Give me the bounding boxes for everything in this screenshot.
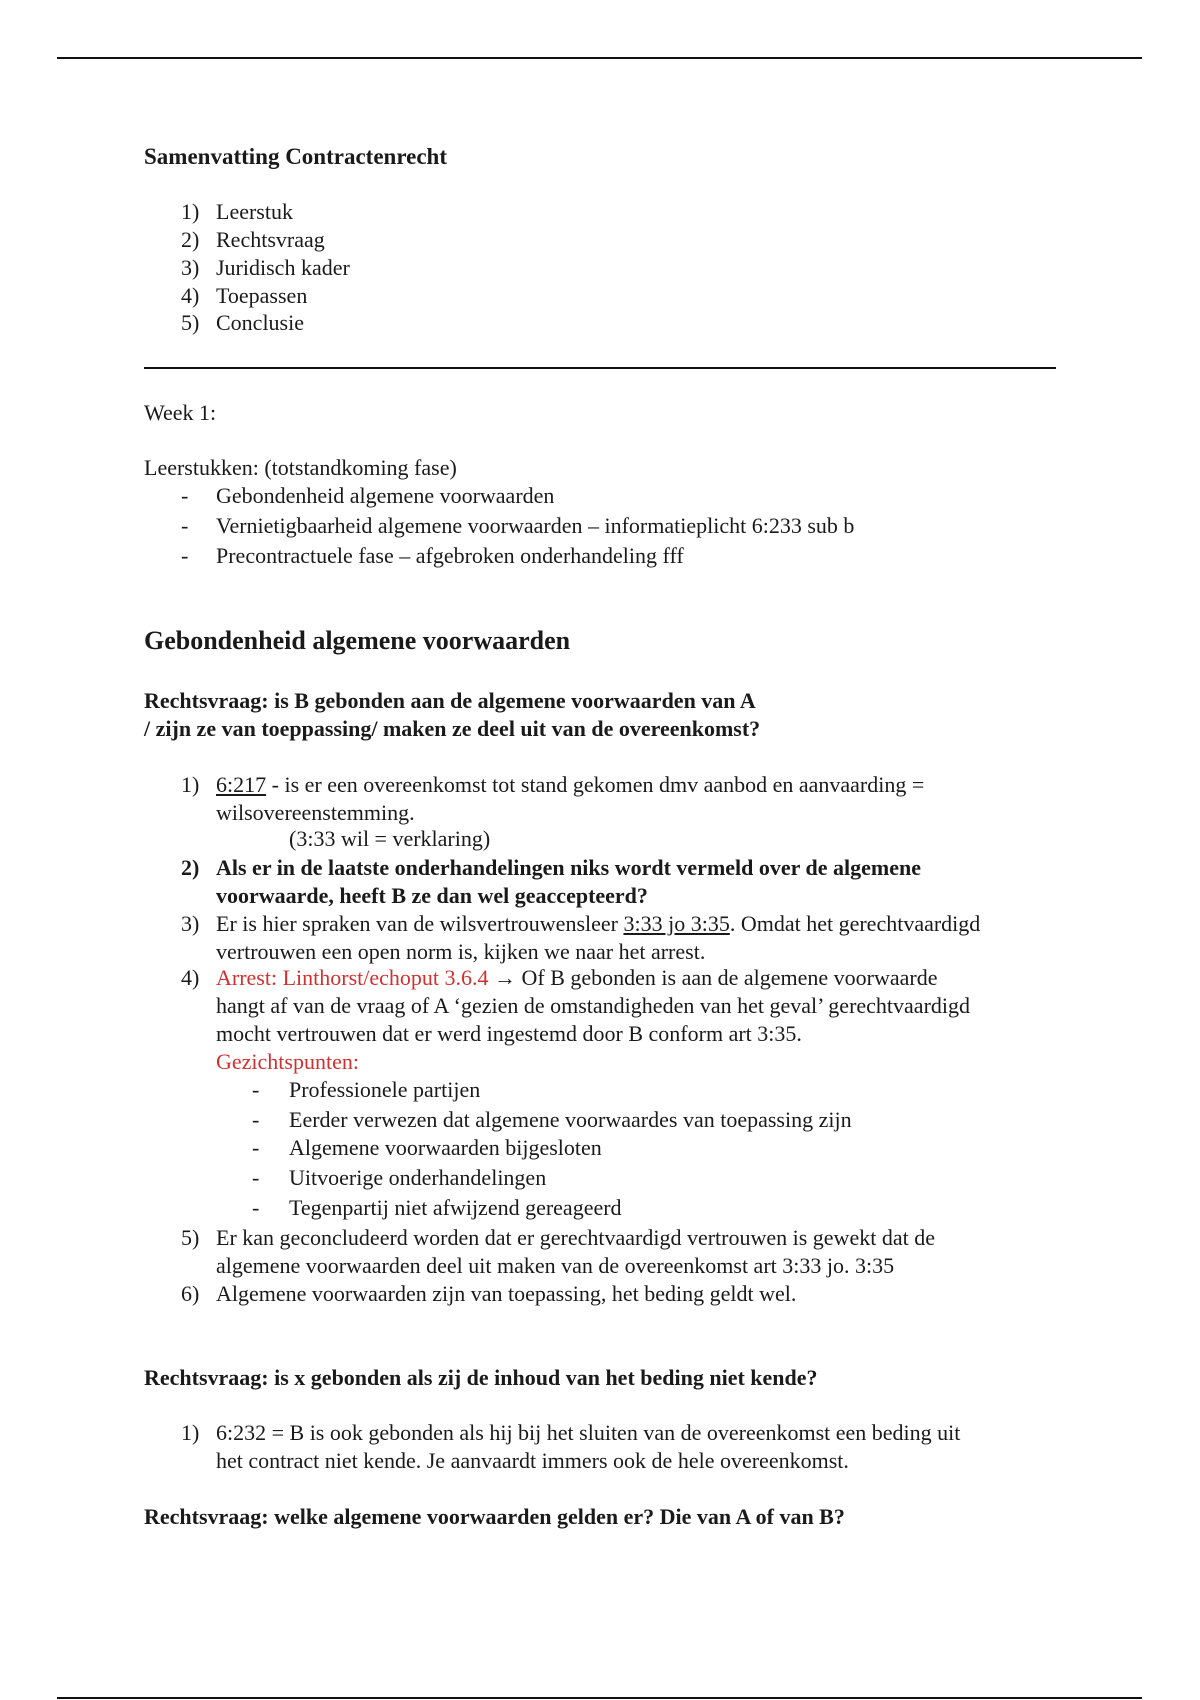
bullet-dash: - [252, 1195, 260, 1220]
item-6-line1: Algemene voorwaarden zijn van toepassing, het beding geldt wel. [216, 1281, 797, 1306]
bullet-dash: - [252, 1165, 260, 1190]
section-divider [144, 367, 1056, 369]
gezichtspunt-item: Algemene voorwaarden bijgesloten [289, 1135, 602, 1160]
item-text: → Of B gebonden is aan de algemene voorwaarde [488, 965, 938, 990]
item-4-line2: hangt af van de vraag of A ‘gezien de omstandigheden van het geval’ gerechtvaardigd [216, 993, 971, 1018]
item-5-line1: Er kan geconcludeerd worden dat er gerechtvaardigd vertrouwen is gewekt dat de [216, 1225, 935, 1250]
step-label: Toepassen [216, 283, 308, 308]
item-number: 1) [181, 772, 200, 797]
rechtsvraag-3: Rechtsvraag: welke algemene voorwaarden gelden er? Die van A of van B? [144, 1504, 845, 1529]
arrest-reference: Arrest: Linthorst/echoput 3.6.4 [216, 965, 489, 990]
item-1-line3: (3:33 wil = verklaring) [289, 826, 491, 851]
leerstuk-item: Precontractuele fase – afgebroken onderhandeling fff [216, 543, 684, 568]
list2-item-1-line1: 6:232 = B is ook gebonden als hij bij het sluiten van de overeenkomst een beding uit [216, 1420, 961, 1445]
rechtsvraag-2: Rechtsvraag: is x gebonden als zij de inhoud van het beding niet kende? [144, 1365, 818, 1390]
item-number: 1) [181, 1420, 200, 1445]
gezichtspunt-item: Uitvoerige onderhandelingen [289, 1165, 547, 1190]
item-number: 5) [181, 1225, 200, 1250]
step-number: 3) [181, 255, 200, 280]
rechtsvraag-1-line1: Rechtsvraag: is B gebonden aan de algemene voorwaarden van A [144, 688, 756, 713]
rechtsvraag-1-line2: / zijn ze van toeppassing/ maken ze deel uit van de overeenkomst? [144, 716, 761, 741]
item-1-line2: wilsovereenstemming. [216, 800, 415, 825]
step-label: Leerstuk [216, 199, 293, 224]
bullet-dash: - [252, 1107, 260, 1132]
item-text: Er is hier spraken van de wilsvertrouwensleer [216, 911, 624, 936]
item-3-line1 [216, 911, 980, 937]
list2-item-1-line2: het contract niet kende. Je aanvaardt immers ook de hele overeenkomst. [216, 1448, 849, 1473]
step-number: 1) [181, 199, 200, 224]
item-number: 3) [181, 911, 200, 936]
item-4-line3: mocht vertrouwen dat er werd ingestemd door B conform art 3:35. [216, 1021, 802, 1046]
item-3-line2: vertrouwen een open norm is, kijken we naar het arrest. [216, 939, 706, 964]
section-heading: Gebondenheid algemene voorwaarden [144, 626, 571, 655]
step-label: Conclusie [216, 310, 304, 335]
page-top-rule [57, 57, 1142, 59]
gezichtspunt-item: Tegenpartij niet afwijzend gereageerd [289, 1195, 622, 1220]
item-number: 6) [181, 1281, 200, 1306]
leerstuk-item: Vernietigbaarheid algemene voorwaarden – informatieplicht 6:233 sub b [216, 513, 855, 538]
item-2-line1: Als er in de laatste onderhandelingen niks wordt vermeld over de algemene [216, 855, 921, 880]
document-title: Samenvatting Contractenrecht [144, 144, 447, 169]
gezichtspunt-item: Eerder verwezen dat algemene voorwaardes van toepassing zijn [289, 1107, 852, 1132]
bullet-dash: - [181, 483, 189, 508]
leerstukken-label: Leerstukken: (totstandkoming fase) [144, 455, 457, 480]
article-ref: 6:217 [216, 772, 267, 797]
step-number: 5) [181, 310, 200, 335]
item-1-line1 [216, 772, 924, 798]
item-text: . Omdat het gerechtvaardigd [729, 911, 981, 936]
step-number: 4) [181, 283, 200, 308]
item-2-line2: voorwaarde, heeft B ze dan wel geaccepteerd? [216, 883, 648, 908]
leerstuk-item: Gebondenheid algemene voorwaarden [216, 483, 555, 508]
step-label: Rechtsvraag [216, 227, 325, 252]
item-5-line2: algemene voorwaarden deel uit maken van de overeenkomst art 3:33 jo. 3:35 [216, 1253, 895, 1278]
bullet-dash: - [181, 513, 189, 538]
page-bottom-rule [57, 1697, 1142, 1699]
article-ref: 3:33 jo 3:35 [623, 911, 730, 936]
bullet-dash: - [252, 1077, 260, 1102]
item-text: - is er een overeenkomst tot stand gekomen dmv aanbod en aanvaarding = [266, 772, 925, 797]
step-number: 2) [181, 227, 200, 252]
week-label: Week 1: [144, 400, 217, 425]
item-number: 2) [181, 855, 200, 880]
step-label: Juridisch kader [216, 255, 350, 280]
bullet-dash: - [181, 543, 189, 568]
item-4-line1 [216, 965, 938, 991]
gezichtspunten-label: Gezichtspunten: [216, 1049, 359, 1074]
item-number: 4) [181, 965, 200, 990]
gezichtspunt-item: Professionele partijen [289, 1077, 481, 1102]
bullet-dash: - [252, 1135, 260, 1160]
